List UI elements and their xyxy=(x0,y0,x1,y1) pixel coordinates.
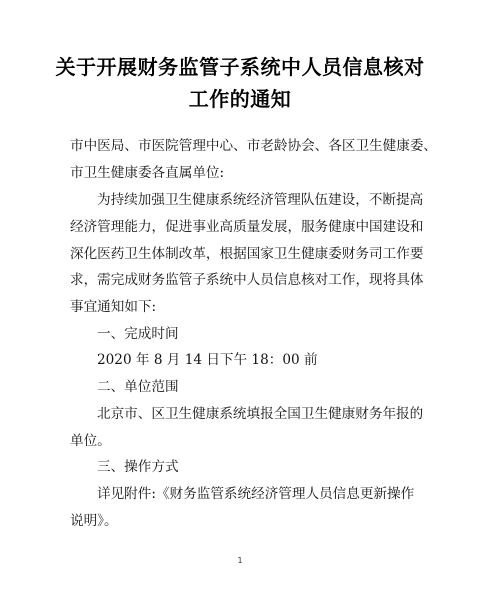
document-title-line2: 工作的通知 xyxy=(188,87,292,111)
page-number: 1 xyxy=(237,556,243,565)
section2-line2: 单位。 xyxy=(70,433,111,449)
addressee-line2: 市卫生健康委各直属单位: xyxy=(70,165,225,181)
document-title-line1: 关于开展财务监管子系统中人员信息核对 xyxy=(55,55,425,79)
section3-line1: 详见附件:《财务监管系统经济管理人员信息更新操作 xyxy=(97,486,415,502)
intro-line4: 求，需完成财务监管子系统中人员信息核对工作，现将具体 xyxy=(70,272,424,288)
addressee-line1: 市中医局、市医院管理中心、市老龄协会、各区卫生健康委、 xyxy=(70,138,438,154)
intro-line5: 事宜通知如下: xyxy=(70,299,157,315)
intro-line1: 为持续加强卫生健康系统经济管理队伍建设，不断提高 xyxy=(97,192,424,208)
section1-heading: 一、完成时间 xyxy=(97,326,179,342)
intro-line2: 经济管理能力，促进事业高质量发展，服务健康中国建设和 xyxy=(70,219,424,235)
intro-line3: 深化医药卫生体制改革，根据国家卫生健康委财务司工作要 xyxy=(70,246,424,262)
section2-line1: 北京市、区卫生健康系统填报全国卫生健康财务年报的 xyxy=(97,406,424,422)
section1-content: 2020 年 8 月 14 日下午 18：00 前 xyxy=(97,352,318,368)
section3-line2: 说明》。 xyxy=(70,513,118,529)
section2-heading: 二、单位范围 xyxy=(97,379,179,395)
section3-heading: 三、操作方式 xyxy=(97,459,179,475)
